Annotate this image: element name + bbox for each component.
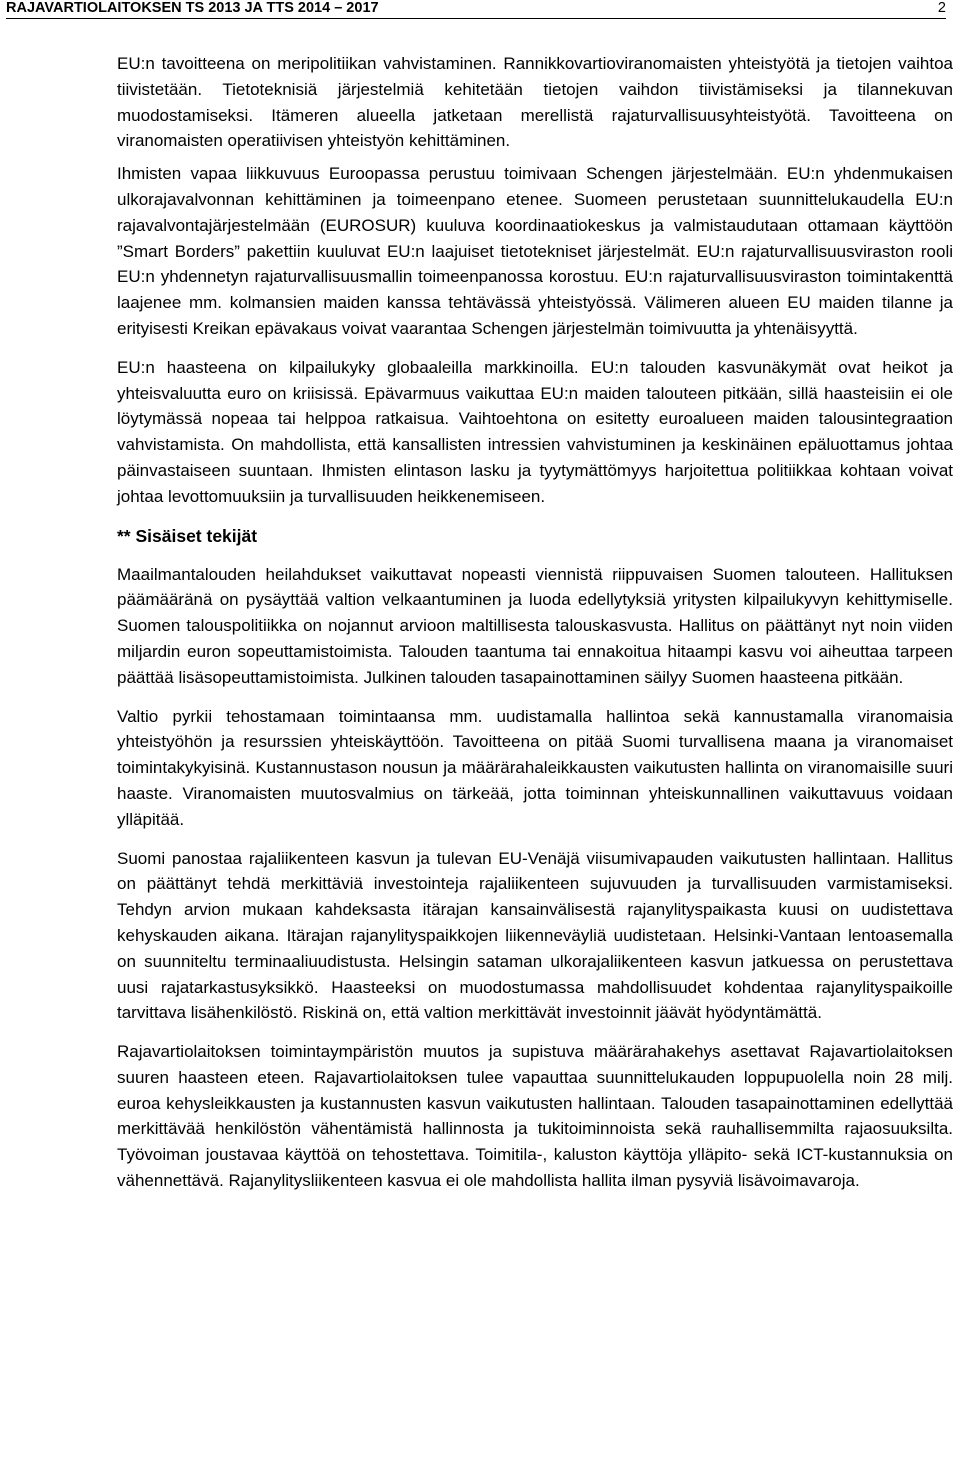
- document-title: RAJAVARTIOLAITOKSEN TS 2013 JA TTS 2014 – 2017: [6, 0, 379, 16]
- paragraph-border-guard-budget: Rajavartiolaitoksen toimintaympäristön muutos ja supistuva määrärahakehys asettavat Rajavartiolaitoksen suuren haasteen eteen. Rajavartiolaitoksen tulee vapauttaa suunnittelukauden loppupuolella noin 28 milj. euroa kehysleikkausten ja kustannusten kasvun vaikutusten hallintaan. Talouden tasapainottaminen edellyttää merkittävää henkilöstön vähentämistä hallinnosta ja tukitoiminnoista sekä rauhallisemmilta rajaosuuksilta. Työvoiman joustavaa käyttöä on tehostettava. Toimitila-, kaluston käyttöja ylläpito- sekä ICT-kustannuksia on vähennettävä. Rajanylitysliikenteen kasvua ei ole mahdollista hallita ilman pysyviä lisävoimavaroja.: [117, 1042, 953, 1191]
- paragraph-state-efficiency: Valtio pyrkii tehostamaan toimintaansa mm. uudistamalla hallintoa sekä kannustamalla viranomaisia yhteistyöhön ja resurssien yhteiskäyttöön. Tavoitteena on pitää Suomi turvallisena maana ja viranomaiset toimintakykyisinä. Kustannustason nousun ja määrärahaleikkausten vaikutusten hallinta on viranomaisille suuri haaste. Viranomaisten muutosvalmius on tärkeää, jotta toiminnan yhteiskunnallinen vaikuttavuus voidaan ylläpitää.: [117, 706, 953, 829]
- paragraph-world-economy: Maailmantalouden heilahdukset vaikuttavat nopeasti viennistä riippuvaisen Suomen talouteen. Hallituksen päämääränä on pysäyttää valtion velkaantuminen ja luoda edellytyksiä yritysten kilpailukyvyn kehittymiselle. Suomen talouspolitiikka on nojannut arvioon maltillisesta talouskasvusta. Hallitus on päättänyt nyt noin viiden miljardin euron sopeuttamistoimista. Talouden taantuma tai ennakoitua hitaampi kasvu voi aiheuttaa tarpeen päättää lisäsopeuttamistoimista. Julkinen talouden tasapainottaminen säilyy Suomen haasteena pitkään.: [117, 564, 953, 687]
- document-body: [117, 51, 953, 1194]
- page-number: 2: [937, 0, 946, 16]
- section-heading-internal-factors: ** Sisäiset tekijät: [117, 525, 258, 546]
- paragraph-eu-economy: EU:n haasteena on kilpailukyky globaaleilla markkinoilla. EU:n talouden kasvunäkymät ovat heikot ja yhteisvaluutta euro on kriisissä. Epävarmuus vaikuttaa EU:n maiden talouteen pitkään, sillä haasteisiin ei ole löytymässä nopeaa tai helppoa ratkaisua. Vaihtoehtona on esitetty euroalueen maiden talousintegraation vahvistamista. On mahdollista, että kansallisten intressien vahvistuminen ja keskinäinen epäluottamus johtaa päinvastaiseen suuntaan. Ihmisten elintason lasku ja tyytymättömyys harjoitettua politiikkaa kohtaan voivat johtaa levottomuuksiin ja turvallisuuden heikkenemiseen.: [117, 357, 953, 506]
- paragraph-schengen: Ihmisten vapaa liikkuvuus Euroopassa perustuu toimivaan Schengen järjestelmään. EU:n yhdenmukaisen ulkorajavalvonnan kehittäminen ja toimeenpano etenee. Suomeen perustetaan suunnittelukaudella EU:n rajavalvontajärjestelmään (EUROSUR) kuuluva koordinaatiokeskus ja valmistaudutaan ottamaan käyttöön ”Smart Borders” pakettiin kuuluvat EU:n laajuiset tietotekniset järjestelmät. EU:n rajaturvallisuusviraston rooli EU:n yhdennetyn rajaturvallisuusmallin toimeenpanossa korostuu. EU:n rajaturvallisuusviraston toimintakenttä laajenee mm. kolmansien maiden kanssa tehtävässä yhteistyössä. Välimeren alueen EU maiden tilanne ja erityisesti Kreikan epävakaus voivat vaarantaa Schengen järjestelmän toimivuutta ja yhtenäisyyttä.: [117, 164, 953, 338]
- page-header: [6, 0, 946, 19]
- paragraph-maritime-policy: EU:n tavoitteena on meripolitiikan vahvistaminen. Rannikkovartioviranomaisten yhteistyötä ja tietojen vaihtoa tiivistetään. Tietoteknisiä järjestelmiä kehitetään tietojen vaihdon tiivistämiseksi ja tilannekuvan muodostamiseksi. Itämeren alueella jatketaan merellistä rajaturvallisuusyhteistyötä. Tavoitteena on viranomaisten operatiivisen yhteistyön kehittäminen.: [117, 54, 953, 151]
- paragraph-border-traffic: Suomi panostaa rajaliikenteen kasvun ja tulevan EU-Venäjä viisumivapauden vaikutusten hallintaan. Hallitus on päättänyt tehdä merkittäviä investointeja rajaliikenteen sujuvuuden ja turvallisuuden varmistamiseksi. Tehdyn arvion mukaan kahdeksasta itärajan kansainvälisestä rajanylityspaikasta kuusi on uudistettava kehyskauden aikana. Itärajan rajanylityspaikkojen liikenneväyliä uudistetaan. Helsinki-Vantaan lentoasemalla on suunniteltu terminaaliuudistusta. Helsingin sataman ulkorajaliikenteen kasvun jatkuessa on perustettava uusi rajatarkastusyksikkö. Haasteeksi on muodostumassa mahdollisuudet kohdentaa rajanylityspaikoille tarvittava lisähenkilöstö. Riskinä on, että valtion merkittävät investoinnit jäävät hyödyntämättä.: [117, 848, 953, 1023]
